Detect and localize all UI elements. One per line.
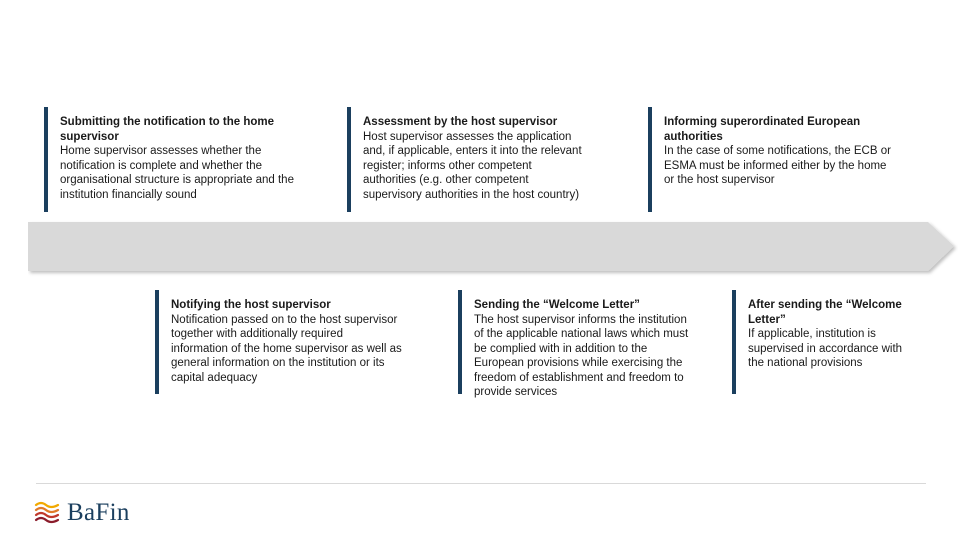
step-notifying-host [155, 290, 403, 394]
timeline-arrow-shape [28, 220, 958, 278]
step-description: In the case of some notifications, the ECB or ESMA must be informed either by the home or the host supervisor [664, 145, 891, 186]
bafin-waves-icon [34, 500, 60, 526]
bafin-logo [34, 498, 130, 528]
footer-divider [36, 483, 926, 484]
step-description: Notification passed on to the host supervisor together with additionally required information of the home supervisor as well as general information on the institution or its capital adequacy [171, 313, 402, 384]
step-description: Host supervisor assesses the application and, if applicable, enters it into the relevant register; informs other competent authorities (e.g. other competent supervisory authorities in the host country) [363, 130, 582, 201]
step-after-welcome-letter [732, 290, 918, 394]
step-informing-european-authorities [648, 107, 896, 212]
step-title: After sending the “Welcome Letter” [748, 299, 902, 326]
step-assessment-host [347, 107, 587, 212]
step-description: Home supervisor assesses whether the notification is complete and whether the organisational structure is appropriate and the institution financially sound [60, 145, 294, 201]
step-title: Notifying the host supervisor [171, 299, 331, 311]
step-description: The host supervisor informs the institution of the applicable national laws which must be complied with in addition to the European provisions while exercising the freedom of establishment and freedom to provide services [474, 313, 689, 398]
step-title: Assessment by the host supervisor [363, 116, 558, 128]
step-title: Informing superordinated European authorities [664, 116, 861, 143]
timeline-arrow [28, 220, 958, 278]
logo-text: BaFin [67, 499, 130, 526]
step-description: If applicable, institution is supervised in accordance with the national provisions [748, 328, 903, 369]
step-title: Submitting the notification to the home supervisor [60, 116, 275, 143]
step-submitting-notification [44, 107, 306, 212]
step-sending-welcome-letter [458, 290, 698, 398]
step-title: Sending the “Welcome Letter” [474, 299, 640, 311]
